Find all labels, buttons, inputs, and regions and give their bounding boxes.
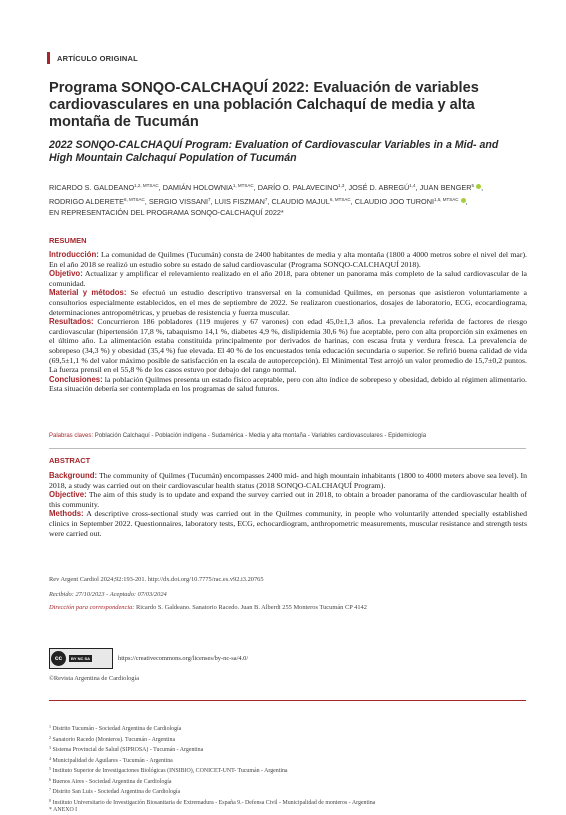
abstract-methods: Methods: A descriptive cross-sectional study was carried out in the Quilmes community, in people who voluntarily attended specially established clinics in September 2022. Questionnaires, laboratory tests, ECG, echocardiogram, anthropometric measurements, muscular resistance and strength tests were carried out. xyxy=(49,509,527,538)
keywords: Palabras claves: Población Calchaquí - Población indígena - Sudamérica - Media y alta montaña - Variables cardiovasculares - Epidemiología xyxy=(49,433,427,439)
orcid-icon[interactable] xyxy=(461,198,466,203)
author: RODRIGO $ALDERETE^{6, MTSAC}$ xyxy=(49,196,145,206)
journal-reference: Rev Argent Cardiol 2024;92:193-201. http://dx.doi.org/10.7775/rac.es.v92.i3.20765 xyxy=(49,576,264,583)
cc-circle: cc xyxy=(51,651,66,666)
resumen-intro: Introducción: La comunidad de Quilmes (Tucumán) consta de 2400 habitantes de media y alta montaña (1800 a 4000 metros sobre el nivel del mar). En el año 2018 se realizó un estudio sobre su estado de salud cardiovascular (Programa SONQO-CALCHAQUÍ 2018). xyxy=(49,250,527,269)
license-link[interactable]: https://creativecommons.org/licenses/by-nc-sa/4.0/ xyxy=(118,655,249,662)
section-tag-bar xyxy=(47,52,50,64)
author: JUAN BENGER$^5$ xyxy=(420,183,481,192)
affiliation-item: $^3$ Sistema Provincial de Salud (SIPROSA) - Tucumán - Argentina xyxy=(49,745,204,753)
resumen-objective: Objetivo: Actualizar y amplificar el relevamiento realizado en el año 2018, para obtener un panorama más completo de la salud cardiovascular de la comunidad. xyxy=(49,269,527,288)
author: LUIS FISZMAN$^7$ xyxy=(214,196,268,206)
affiliations xyxy=(49,723,529,815)
abstract-heading: ABSTRACT xyxy=(49,456,91,465)
affiliation-item: $^2$ Sanatorio Racedo (Monteros). Tucumán - Argentina xyxy=(49,734,176,743)
affiliation-item: $^7$ Distrito San Luis - Sociedad Argentina de Cardiología xyxy=(49,787,181,795)
received-accepted: Recibido: 27/10/2023 - Aceptado: 07/03/2024 xyxy=(49,591,167,598)
resumen-results: Resultados: Concurrieron 186 pobladores (119 mujeres y 67 varones) con edad 45,0±1,3 años. La prevalencia referida de factores de riesgo cardiovascular (hipertensión 17,8 %, tabaquismo 14,1 %, diabetes 4,9 %, dislipidemia 30,6 %) fue aceptable, pero con alta proporción sin exámenes en el último año. La alimentación estaba constituida principalmente por derivados de harinas, con escasa fruta y verdura fresca. La prevalencia de sobrepeso (34,3 %) y obesidad (35,4 %) fue elevada. El 40 % de los encuestados tenía educación secundaria o superior. Se refirió buena calidad de vida (69,5±1,1 % del valor máximo posible de satisfacción en la escala de autopercepción). El Minimental Test arrojó un valor promedio de 15,7±0,2 puntos. La fuerza prensil en el 55,8 % de los casos estuvo por debajo del rango normal. xyxy=(49,317,527,375)
section-tag-label: ARTÍCULO ORIGINAL xyxy=(57,53,138,63)
affiliation-item: $^1$ Distrito Tucumán - Sociedad Argentina de Cardiología xyxy=(49,724,182,732)
affiliation-item: $^5$ Instituto Superior de Investigaciones Biológicas (INSIBIO), CONICET-UNT- Tucumán - Argentina xyxy=(49,766,288,774)
author-list: RICARDO S. $GALDEANO^{1,2, MTSAC}$, DAMIÁN $HOLOWNIA^{1, MTSAC}$, DARÍO O. PALAVECINO$^{1,3}$, JOSÉ D. ABREGÚ$^{1,4}$, JUAN BENGER$^5$ , RODRIGO $ALDERETE^{6, MTSAC}$, SERGIO VISSANI$^7$, LUIS FISZMAN$^7$, CLAUDIO $MAJUL^{6, MTSAC}$, CLAUDIO JOO $TURONI^{1,5, MTSAC}$ , EN REPRESENTACIÓN DEL PROGRAMA SONQO-CALCHAQUÍ 2022* xyxy=(49,183,484,217)
author: DARÍO O. PALAVECINO$^{1,3}$ xyxy=(257,183,345,192)
footnote-divider xyxy=(49,700,526,701)
article-subtitle: 2022 SONQO-CALCHAQUÍ Program: Evaluation of Cardiovascular Variables in a Mid- and High Mountain Calchaquí Population of Tucumán xyxy=(49,139,499,164)
orcid-icon[interactable] xyxy=(476,184,481,189)
abstract-background: Background: The community of Quilmes (Tucumán) encompasses 2400 mid- and high mountain inhabitants (1800 to 4000 meters above sea level). In 2018, a study was carried out on their cardiovascular health status (2018 SONQO-CALCHAQUÍ Program). xyxy=(49,471,527,490)
abstract-body xyxy=(49,471,527,538)
author: SERGIO VISSANI$^7$ xyxy=(148,196,211,206)
cc-strip: BY NC SA xyxy=(71,656,91,661)
author: DAMIÁN $HOLOWNIA^{1, MTSAC}$ xyxy=(162,183,254,192)
license-block xyxy=(49,648,248,669)
resumen-body xyxy=(49,250,527,394)
resumen-methods: Material y métodos: Se efectuó un estudio descriptivo transversal en la comunidad Quilmes, en personas que asistieron voluntariamente a consultorios especialmente establecidos, en el mes de septiembre de 2022. Se realizaron cuestionarios, dosajes de laboratorio, ECG, ecocardiograma, determinaciones antropométricas, y pruebas de resistencia y fuerza muscular. xyxy=(49,288,527,317)
affiliation-item: $^6$ Buenos Aires - Sociedad Argentina de Cardiología xyxy=(49,776,172,785)
affiliation-item: $^8$ Instituto Universitario de Investigación Biosanitaria de Extremadura - España 9.- Defensa Civil - Municipalidad de monteros - Argentina xyxy=(49,797,376,806)
section-tag xyxy=(47,52,138,64)
author: CLAUDIO $MAJUL^{6, MTSAC}$ xyxy=(271,196,351,206)
affiliation-item: * ANEXO I xyxy=(49,807,78,813)
resumen-heading: RESUMEN xyxy=(49,236,87,245)
authors-suffix: EN REPRESENTACIÓN DEL PROGRAMA SONQO-CALCHAQUÍ 2022* xyxy=(49,208,284,217)
cc-license-icon[interactable] xyxy=(49,648,113,669)
abstract-objective: Objective: The aim of this study is to update and expand the survey carried out in 2018, to obtain a broader panorama of the cardiovascular health of this community. xyxy=(49,490,527,509)
affiliation-item: $^4$ Municipalidad de Aguilares - Tucumán - Argentina xyxy=(49,755,173,764)
article-title: Programa SONQO-CALCHAQUÍ 2022: Evaluación de variables cardiovasculares en una población Calchaquí de media y alta montaña de Tucumán xyxy=(49,80,479,130)
correspondence: Dirección para correspondencia: Ricardo S. Galdeano. Sanatorio Racedo. Juan B. Alberdi 255 Monteros Tucumán CP 4142 xyxy=(49,604,367,611)
divider xyxy=(49,448,526,449)
author: RICARDO S. $GALDEANO^{1,2, MTSAC}$ xyxy=(49,183,159,192)
author: JOSÉ D. ABREGÚ$^{1,4}$ xyxy=(348,183,416,192)
author: CLAUDIO JOO $TURONI^{1,5, MTSAC}$ xyxy=(355,197,466,206)
resumen-conclusions: Conclusiones: la población Quilmes presenta un estado físico aceptable, pero con alto índice de sobrepeso y obesidad, debido al régimen alimentario. Esta situación debería ser contemplada en los programas de salud futuros. xyxy=(49,374,527,394)
copyright: ©Revista Argentina de Cardiología xyxy=(49,675,140,682)
